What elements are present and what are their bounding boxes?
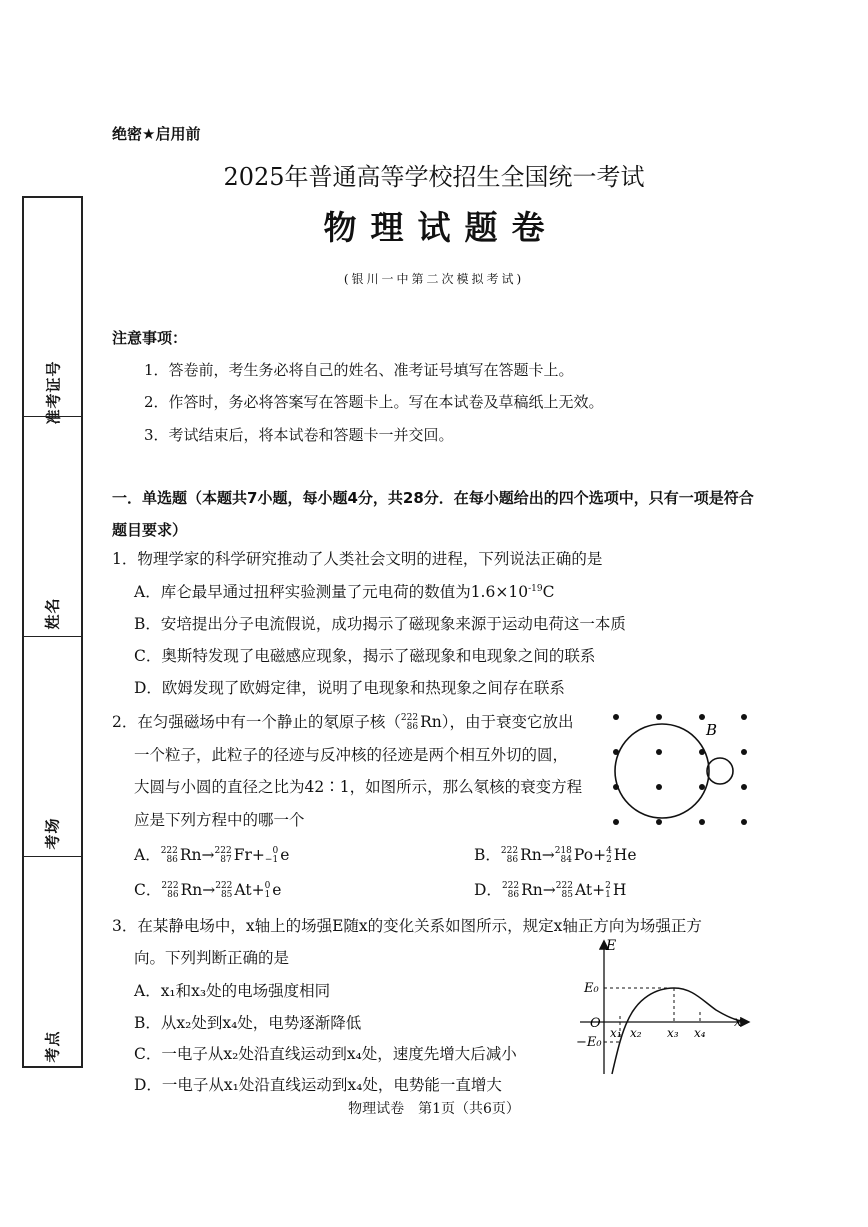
field-dot <box>699 784 705 790</box>
page-title: 物理试题卷 <box>323 208 559 247</box>
question-3-option-a: A．x₁和x₃处的电场强度相同 <box>134 982 331 1000</box>
notice-heading: 注意事项： <box>112 329 188 347</box>
confidential-mark: 绝密★启用前 <box>112 125 201 143</box>
question-3-option-b: B．从x₂处到x₄处，电势逐渐降低 <box>134 1014 362 1032</box>
question-2-line: 一个粒子，此粒子的径迹与反冲核的径迹是两个相互外切的圆， <box>134 746 569 764</box>
field-dot <box>656 714 662 720</box>
question-1-option-a: A．库仑最早通过扭秤实验测量了元电荷的数值为$1.6\times 10^{-19}C$ <box>134 583 555 601</box>
exam-subtitle: (银川一中第二次模拟考试) <box>343 272 525 286</box>
question-3-option-d: D．一电子从x₁处沿直线运动到x₄处，电势能一直增大 <box>134 1076 502 1094</box>
x2-tick-label: x₂ <box>630 1026 642 1040</box>
field-dot <box>741 749 747 755</box>
side-divider <box>24 856 81 857</box>
notice-item: 3．考试结束后，将本试卷和答题卡一并交回。 <box>144 426 454 444</box>
page-footer: 物理试卷 第1页（共6页） <box>348 1101 520 1117</box>
side-name-label: 姓名 <box>43 596 62 630</box>
notice-item: 1．答卷前，考生务必将自己的姓名、准考证号填写在答题卡上。 <box>144 361 574 379</box>
field-dot <box>656 819 662 825</box>
small-track-circle <box>707 758 733 784</box>
field-dot <box>656 749 662 755</box>
x4-tick-label: x₄ <box>694 1026 706 1040</box>
magnetic-field-diagram <box>600 705 760 830</box>
question-3-stem-line2: 向。下列判断正确的是 <box>134 949 290 967</box>
question-2-option-d: D． 222 86 Rn→ 222 85 At+ 2 1 H <box>474 881 627 900</box>
question-2-option-a: A． 222 86 Rn→ 222 87 Fr+ 0 −1 e <box>134 846 290 865</box>
question-2-option-c: C． 222 86 Rn→ 222 85 At+ 0 1 e <box>134 881 282 900</box>
question-2-stem: 2．在匀强磁场中有一个静止的氡原子核（ 222 86 Rn），由于衰变它放出 <box>112 713 574 732</box>
x-axis-label: x <box>734 1014 742 1030</box>
neg-e0-label: −E₀ <box>576 1035 602 1050</box>
notice-item: 2．作答时，务必将答案写在答题卡上。写在本试卷及草稿纸上无效。 <box>144 393 604 411</box>
field-dot <box>613 819 619 825</box>
question-3-stem: 3．在某静电场中，x轴上的场强E随x的变化关系如图所示，规定x轴正方向为场强正方 <box>112 917 702 935</box>
question-1-option-d: D．欧姆发现了欧姆定律，说明了电现象和热现象之间存在联系 <box>134 679 565 697</box>
side-admission-no-label: 准考证号 <box>44 359 63 425</box>
field-dot <box>656 784 662 790</box>
field-label: B <box>706 721 718 739</box>
side-exam-room-label: 考场 <box>43 816 62 850</box>
question-2-option-b: B． 222 86 Rn→ 218 84 Po+ 4 2 He <box>474 846 637 865</box>
section-heading: 一．单选题（本题共7小题，每小题4分，共28分．在每小题给出的四个选项中，只有一项是符合题目要求） <box>112 489 754 539</box>
field-dot <box>741 819 747 825</box>
question-1-option-c: C．奥斯特发现了电磁感应现象，揭示了磁现象和电现象之间的联系 <box>134 647 596 665</box>
question-1-option-b: B．安培提出分子电流假说，成功揭示了磁现象来源于运动电荷这一本质 <box>134 615 626 633</box>
question-2-line: 大圆与小圆的直径之比为42∶1，如图所示，那么氡核的衰变方程 <box>134 778 583 796</box>
x3-tick-label: x₃ <box>667 1026 679 1040</box>
electric-field-graph <box>570 936 755 1078</box>
question-3-option-c: C．一电子从x₂处沿直线运动到x₄处，速度先增大后减小 <box>134 1045 517 1063</box>
field-dot <box>741 714 747 720</box>
side-exam-site-label: 考点 <box>43 1029 62 1063</box>
binding-strip <box>22 196 83 1068</box>
y-axis-label: E <box>606 938 617 954</box>
field-dot <box>741 784 747 790</box>
large-track-circle <box>615 724 709 818</box>
field-dot <box>699 714 705 720</box>
field-dot <box>613 714 619 720</box>
x1-tick-label: x₁ <box>610 1026 622 1040</box>
question-2-line: 应是下列方程中的哪一个 <box>134 811 305 829</box>
side-divider <box>24 416 81 417</box>
origin-label: O <box>590 1016 601 1031</box>
field-dot <box>699 819 705 825</box>
side-divider <box>24 636 81 637</box>
e0-label: E₀ <box>584 981 599 996</box>
exam-title: 2025年普通高等学校招生全国统一考试 <box>223 163 645 191</box>
question-1-stem: 1．物理学家的科学研究推动了人类社会文明的进程，下列说法正确的是 <box>112 550 603 568</box>
